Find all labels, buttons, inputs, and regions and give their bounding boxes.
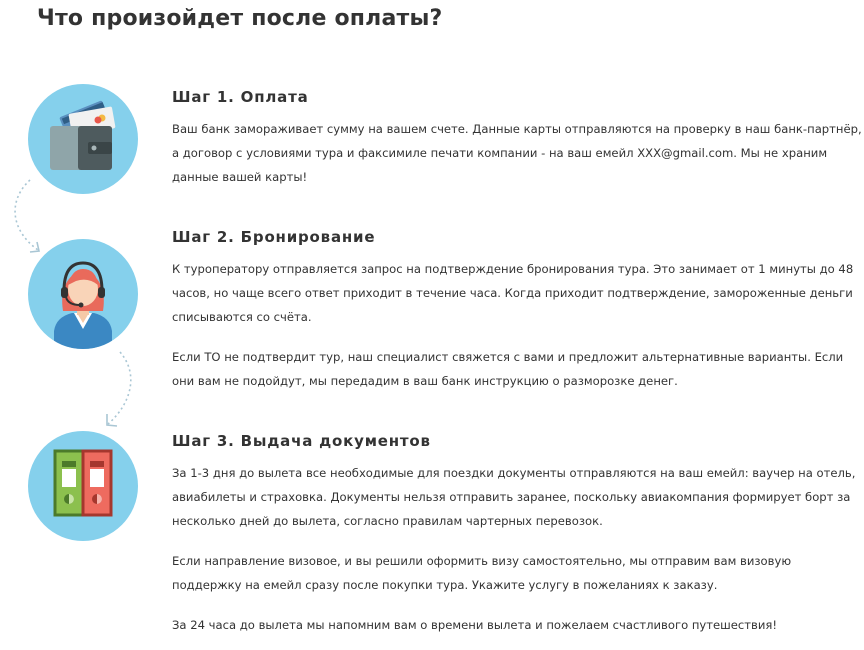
step-paragraph xyxy=(172,257,852,329)
support-operator-icon xyxy=(28,239,138,349)
step-paragraph xyxy=(172,345,852,393)
step1-icon-circle xyxy=(28,84,138,194)
text-line: К туроператору отправляется запрос на подтверждение бронирования тура. Это занимает от 1 минуты до 48 xyxy=(172,262,854,276)
document-folders-icon xyxy=(28,431,138,541)
arrow-step2-to-step3 xyxy=(107,352,131,426)
text-line: данные вашей карты! xyxy=(172,170,308,184)
text-line: несколько дней до вылета, согласно правилам чартерных перевозок. xyxy=(172,514,603,528)
step3-icon-circle xyxy=(28,431,138,541)
step-paragraph xyxy=(172,613,852,637)
step-paragraph xyxy=(172,549,852,597)
step2-icon-circle xyxy=(28,239,138,349)
page-title: Что произойдет после оплаты? xyxy=(37,6,443,31)
step-3 xyxy=(172,432,856,637)
step-paragraph xyxy=(172,117,862,189)
text-line: Если ТО не подтвердит тур, наш специалист свяжется с вами и предложит альтернативные варианты. Если xyxy=(172,350,844,364)
wallet-icon xyxy=(28,84,138,194)
text-line: списываются со счёта. xyxy=(172,310,312,324)
step-title: Шаг 1. Оплата xyxy=(172,88,309,106)
step-title: Шаг 3. Выдача документов xyxy=(172,432,431,450)
text-line: За 24 часа до вылета мы напомним вам о времени вылета и пожелаем счастливого путешествия! xyxy=(172,618,778,632)
text-line: а договор с условиями тура и факсимиле печати компании - на ваш емейл XXX@gmail.com. Мы не храним xyxy=(172,146,828,160)
text-line: поддержку на емейл сразу после покупки тура. Укажите услугу в пожеланиях к заказу. xyxy=(172,578,718,592)
step-paragraph xyxy=(172,461,856,533)
text-line: Ваш банк замораживает сумму на вашем счете. Данные карты отправляются на проверку в наш банк-партнёр, xyxy=(172,122,862,136)
text-line: Если направление визовое, и вы решили оформить визу самостоятельно, мы отправим вам визовую xyxy=(172,554,792,568)
text-line: За 1-3 дня до вылета все необходимые для поездки документы отправляются на ваш емейл: ваучер на отель, xyxy=(172,466,856,480)
text-line: они вам не подойдут, мы передадим в ваш банк инструкцию о разморозке денег. xyxy=(172,374,678,388)
step-2 xyxy=(172,228,852,393)
step-1 xyxy=(172,88,862,189)
text-line: авиабилеты и страховка. Документы нельзя отправить заранее, поскольку авиакомпания формирует борт за xyxy=(172,490,851,504)
step-title: Шаг 2. Бронирование xyxy=(172,228,376,246)
text-line: часов, но чаще всего ответ приходит в течение часа. Когда приходит подтверждение, замороженные деньги xyxy=(172,286,853,300)
